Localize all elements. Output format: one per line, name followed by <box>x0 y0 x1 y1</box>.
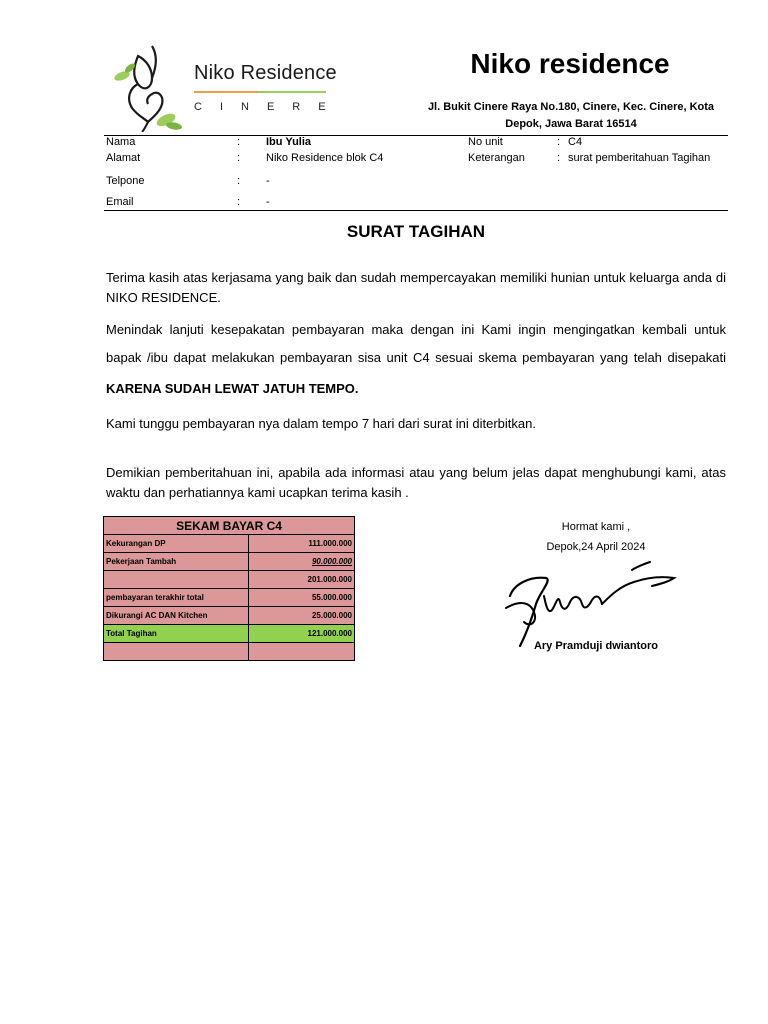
brand-subtitle: CINERE <box>194 101 344 113</box>
row-value <box>249 643 355 661</box>
table-row <box>104 571 355 589</box>
table-total-row <box>104 625 355 643</box>
row-label: Pekerjaan Tambah <box>104 553 249 571</box>
row-value: 55.000.000 <box>249 589 355 607</box>
table-title: SEKAM BAYAR C4 <box>104 517 355 535</box>
company-title: Niko residence <box>470 48 670 79</box>
row-value: 121.000.000 <box>249 625 355 643</box>
paragraph-reminder-line-1: Menindak lanjuti kesepakatan pembayaran maka dengan ini Kami ingin mengingatkan kembali untuk <box>106 322 726 337</box>
paragraph-reminder-line-2: bapak /ibu dapat melakukan pembayaran sisa unit C4 sesuai skema pembayaran yang telah disepakati <box>106 350 726 365</box>
address-line-2: Depok, Jawa Barat 16514 <box>505 118 637 130</box>
row-label: pembayaran terakhir total <box>104 589 249 607</box>
paragraph-closing: Demikian pemberitahuan ini, apabila ada informasi atau yang belum jelas dapat menghubungi kami, atas waktu dan perhatiannya kami ucapkan terima kasih . <box>106 465 726 500</box>
telpone-value: - <box>266 175 270 187</box>
row-label <box>104 571 249 589</box>
keterangan-colon: : <box>557 152 561 164</box>
nama-colon: : <box>237 136 241 148</box>
brand-name: Niko Residence <box>194 62 337 84</box>
email-colon: : <box>237 196 241 208</box>
paragraph-overdue: KARENA SUDAH LEWAT JATUH TEMPO. <box>106 381 359 396</box>
row-label: Kekurangan DP <box>104 535 249 553</box>
row-label <box>104 643 249 661</box>
header-divider <box>104 135 728 136</box>
closing-greeting: Hormat kami , <box>561 521 631 533</box>
unit-label: No unit <box>468 136 503 148</box>
table-row <box>104 553 355 571</box>
paragraph-thanks: Terima kasih atas kerjasama yang baik dan sudah mempercayakan memiliki hunian untuk keluarga anda di NIKO RESIDENCE. <box>106 270 726 305</box>
company-address <box>416 99 726 133</box>
table-row <box>104 643 355 661</box>
keterangan-value: surat pemberitahuan Tagihan <box>568 152 711 164</box>
document-title: SURAT TAGIHAN <box>346 222 486 241</box>
alamat-label: Alamat <box>106 152 141 164</box>
row-label: Total Tagihan <box>104 625 249 643</box>
nama-label: Nama <box>106 136 136 148</box>
unit-value: C4 <box>568 136 583 148</box>
row-label: Dikurangi AC DAN Kitchen <box>104 607 249 625</box>
row-value: 201.000.000 <box>249 571 355 589</box>
telpone-label: Telpone <box>106 175 145 187</box>
email-label: Email <box>106 196 134 208</box>
table-row <box>104 535 355 553</box>
email-value: - <box>266 196 270 208</box>
niko-residence-logo <box>108 42 188 132</box>
table-row <box>104 589 355 607</box>
signer-name: Ary Pramduji dwiantoro <box>533 640 659 652</box>
table-row <box>104 607 355 625</box>
unit-colon: : <box>557 136 561 148</box>
table-header-row <box>104 517 355 535</box>
keterangan-label: Keterangan <box>468 152 525 164</box>
address-line-1: Jl. Bukit Cinere Raya No.180, Cinere, Kec. Cinere, Kota <box>427 101 715 113</box>
alamat-value: Niko Residence blok C4 <box>266 152 384 164</box>
payment-schedule-table <box>103 516 355 661</box>
info-divider <box>104 210 728 211</box>
paragraph-deadline: Kami tunggu pembayaran nya dalam tempo 7 hari dari surat ini diterbitkan. <box>106 416 536 431</box>
telpone-colon: : <box>237 175 241 187</box>
place-date: Depok,24 April 2024 <box>546 541 646 553</box>
row-value: 25.000.000 <box>249 607 355 625</box>
alamat-colon: : <box>237 152 241 164</box>
row-value: 111.000.000 <box>249 535 355 553</box>
brand-underline-green <box>258 91 326 93</box>
row-value: 90.000.000 <box>249 553 355 571</box>
nama-value: Ibu Yulia <box>266 136 312 148</box>
